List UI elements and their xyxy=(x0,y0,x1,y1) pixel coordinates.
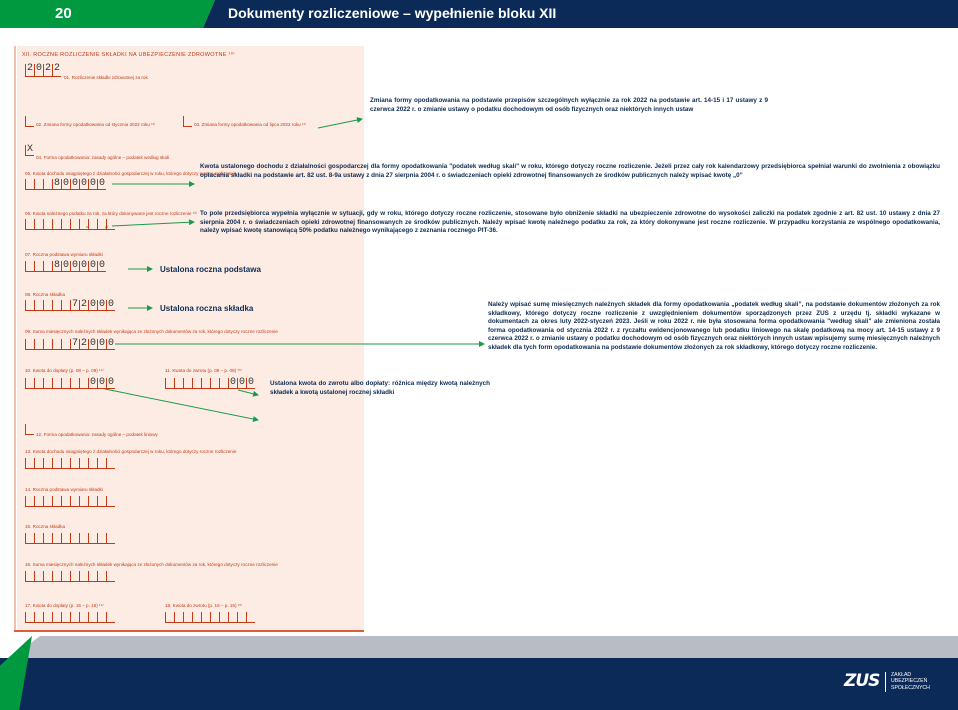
digit: 2 xyxy=(25,64,34,77)
field-08-label: 08. Roczna składka xyxy=(25,292,66,297)
organization-name xyxy=(891,672,930,691)
digit: 0 xyxy=(89,377,96,388)
digit: 0 xyxy=(247,377,254,388)
digit: 0 xyxy=(229,377,236,388)
note-form-change: Zmiana formy opodatkowania na podstawie przepisów szczególnych wyłącznie za rok 2022 na podstawie art. 14-15 i 17 ustawy z 9 czerwca 2022 r. o zmianie ustawy o podatku dochodowym od osób fizycznych oraz niektórych innych ustaw xyxy=(370,97,768,113)
digit: 0 xyxy=(80,178,87,189)
org-line-3: SPOŁECZNYCH xyxy=(891,684,930,691)
field-03-label: 03. Zmiana formy opodatkowania od lipca 2022 roku ¹¹⁾ xyxy=(194,122,307,127)
digit: 0 xyxy=(71,178,78,189)
logo-divider xyxy=(885,672,886,692)
slide-number: 20 xyxy=(55,5,72,22)
digit: 0 xyxy=(89,178,96,189)
field-09-label: 09. Suma miesięcznych należnych składek wynikająca ze złożonych dokumentów za rok, którego dotyczy roczne rozliczenie xyxy=(25,329,278,334)
note-tax: To pole przedsiębiorca wypełnia wyłącznie w sytuacji, gdy w roku, którego dotyczy roczne rozliczenie, stosowane było obniżenie składki na ubezpieczenie zdrowotne do wysokości zaliczki na podatek zgodnie z art. 82 ust. 10 ustawy z dnia 27 sierpnia 2004 r. o świadczeniach opieki zdrowotnej finansowanych ze środków publicznych. Należy wpisać kwotę należnego podatku za rok, za który dokonywane jest roczne rozliczenie. W przypadku korzystania ze wspólnego opodatkowania, należy wpisać kwotę stanowiącą 50% podatku należnego wynikającego z zeznania rocznego PIT-36. xyxy=(200,210,940,235)
digit: 0 xyxy=(98,260,105,271)
digit: 0 xyxy=(107,377,114,388)
digit: 2 xyxy=(43,64,52,77)
field-04-label: 04. Forma opodatkowania: zasady ogólne – podatek według skali xyxy=(36,155,170,160)
note-refund-payment: Ustalona kwota do zwrotu albo dopłaty: różnica między kwotą należnych składek a kwotą ustalonej rocznej składki xyxy=(270,380,490,396)
form-heading: XII. ROCZNE ROZLICZENIE SKŁADKI NA UBEZPIECZENIE ZDROWOTNE ¹⁰⁾ xyxy=(22,52,235,58)
field-05-label: 05. Kwota dochodu osiągniętego z działalności gospodarczej w roku, którego dotyczy roczne rozliczenie xyxy=(25,171,237,176)
digit: 2 xyxy=(52,64,61,77)
digit: 0 xyxy=(62,178,69,189)
field-14-label: 14. Roczna podstawa wymiaru składki xyxy=(25,487,103,492)
note-monthly-sum: Należy wpisać sumę miesięcznych należnych składek dla formy opodatkowania „podatek według skali”, na podstawie dokumentów złożonych za rok składkowy, którego dotyczy roczne rozliczenie z uwzględnieniem dokumentów sporządzonych przez ZUS z urzędu tj. składki wykazane w dokumentach za okres luty 2022-styczeń 2023. Jeśli w roku 2022 r. nie była stosowana forma opodatkowania "według skali" ale zmieniona została forma opodatkowania od stycznia 2022 r. z ryczałtu ewidencjonowanego lub podatku liniowego na skalę podatkową na mocy art. 14-15 ustawy z 9 czerwca 2022 r. o zmianie ustawy o podatku dochodowym od osób fizycznych oraz niektórych innych ustaw wpisujemy sumę miesięcznych należnych składek dla tych form opodatkowania na podstawie dokumentów złożonych za rok składkowy, którego dotyczy roczne rozliczenie. xyxy=(488,301,940,351)
field-18-label: 18. Kwota do zwrotu (p. 16 – p. 15) ¹⁵⁾ xyxy=(165,603,243,608)
digit: 0 xyxy=(98,338,105,349)
gr-marker: gr xyxy=(105,224,109,229)
digit: 2 xyxy=(80,338,87,349)
digit: 8 xyxy=(53,178,60,189)
field-07-label: 07. Roczna podstawa wymiaru składki xyxy=(25,252,103,257)
digit: 0 xyxy=(98,299,105,310)
org-line-2: UBEZPIECZEŃ xyxy=(891,678,928,685)
field-13-label: 13. Kwota dochodu osiągniętego z działalności gospodarczej w roku, którego dotyczy roczne rozliczenie xyxy=(25,449,237,454)
digit: 0 xyxy=(98,377,105,388)
digit: 2 xyxy=(80,299,87,310)
digit: 0 xyxy=(98,178,105,189)
footer-blue-band xyxy=(0,658,958,710)
field-12-label: 12. Forma opodatkowania: zasady ogólne – podatek liniowy xyxy=(36,432,158,437)
field-06-label: 06. Kwota należnego podatku za rok, za który dokonywane jest roczne rozliczenie ¹³⁾ xyxy=(25,211,197,216)
slide-title: Dokumenty rozliczeniowe – wypełnienie bloku XII xyxy=(228,5,557,21)
zl-marker: zł xyxy=(86,224,89,229)
arrow-n7b xyxy=(238,390,258,395)
digit: 7 xyxy=(71,338,78,349)
note-annual-base: Ustalona roczna podstawa xyxy=(160,265,261,274)
digit: 0 xyxy=(80,260,87,271)
note-annual-contribution: Ustalona roczna składka xyxy=(160,304,254,313)
field-04-checkbox: X xyxy=(26,144,33,155)
org-line-1: ZAKŁAD xyxy=(891,672,912,678)
field-15-label: 15. Roczna składka xyxy=(25,524,66,529)
digit: 7 xyxy=(71,299,78,310)
digit: 0 xyxy=(62,260,69,271)
arrow-n1 xyxy=(318,119,362,128)
digit: 8 xyxy=(53,260,60,271)
field-16-label: 16. Suma miesięcznych należnych składek wynikająca ze złożonych dokumentów za rok, którego dotyczy roczne rozliczenie xyxy=(25,562,278,567)
field-02-label: 02. Zmiana formy opodatkowania od stycznia 2022 roku ¹¹⁾ xyxy=(36,122,156,127)
note-income: Kwota ustalonego dochodu z działalności gospodarczej dla formy opodatkowania "podatek według skali" w roku, którego dotyczy roczne rozliczenie. Jeżeli przez cały rok kalendarzowy przedsiębiorca spełniał warunki do zwolnienia z obowiązku opłacania składki na podstawie art. 82 ust. 8-9a ustawy z dnia 27 sierpnia 2004 r. o świadczeniach opieki zdrowotnej finansowanych ze środków publicznych należy wpisać kwotę „0” xyxy=(200,163,940,179)
arrow-n7a xyxy=(105,389,258,420)
digit: 0 xyxy=(107,338,114,349)
arrow-n3 xyxy=(112,222,194,226)
digit: 0 xyxy=(89,260,96,271)
field-01-label: 01. Rozliczenie składki zdrowotnej za rok xyxy=(64,75,148,80)
field-11-label: 11. Kwota do zwrotu (p. 09 – p. 08) ¹⁵⁾ xyxy=(165,368,242,373)
zus-logo: ZUS xyxy=(844,671,880,691)
digit: 0 xyxy=(89,299,96,310)
digit: 0 xyxy=(107,299,114,310)
digit: 0 xyxy=(34,64,43,77)
digit: 0 xyxy=(71,260,78,271)
digit: 0 xyxy=(89,338,96,349)
field-17-label: 17. Kwota do dopłaty (p. 15 – p. 16) ¹⁴⁾ xyxy=(25,603,104,608)
digit: 0 xyxy=(238,377,245,388)
field-10-label: 10. Kwota do dopłaty (p. 08 – p. 09) ¹⁴⁾ xyxy=(25,368,104,373)
